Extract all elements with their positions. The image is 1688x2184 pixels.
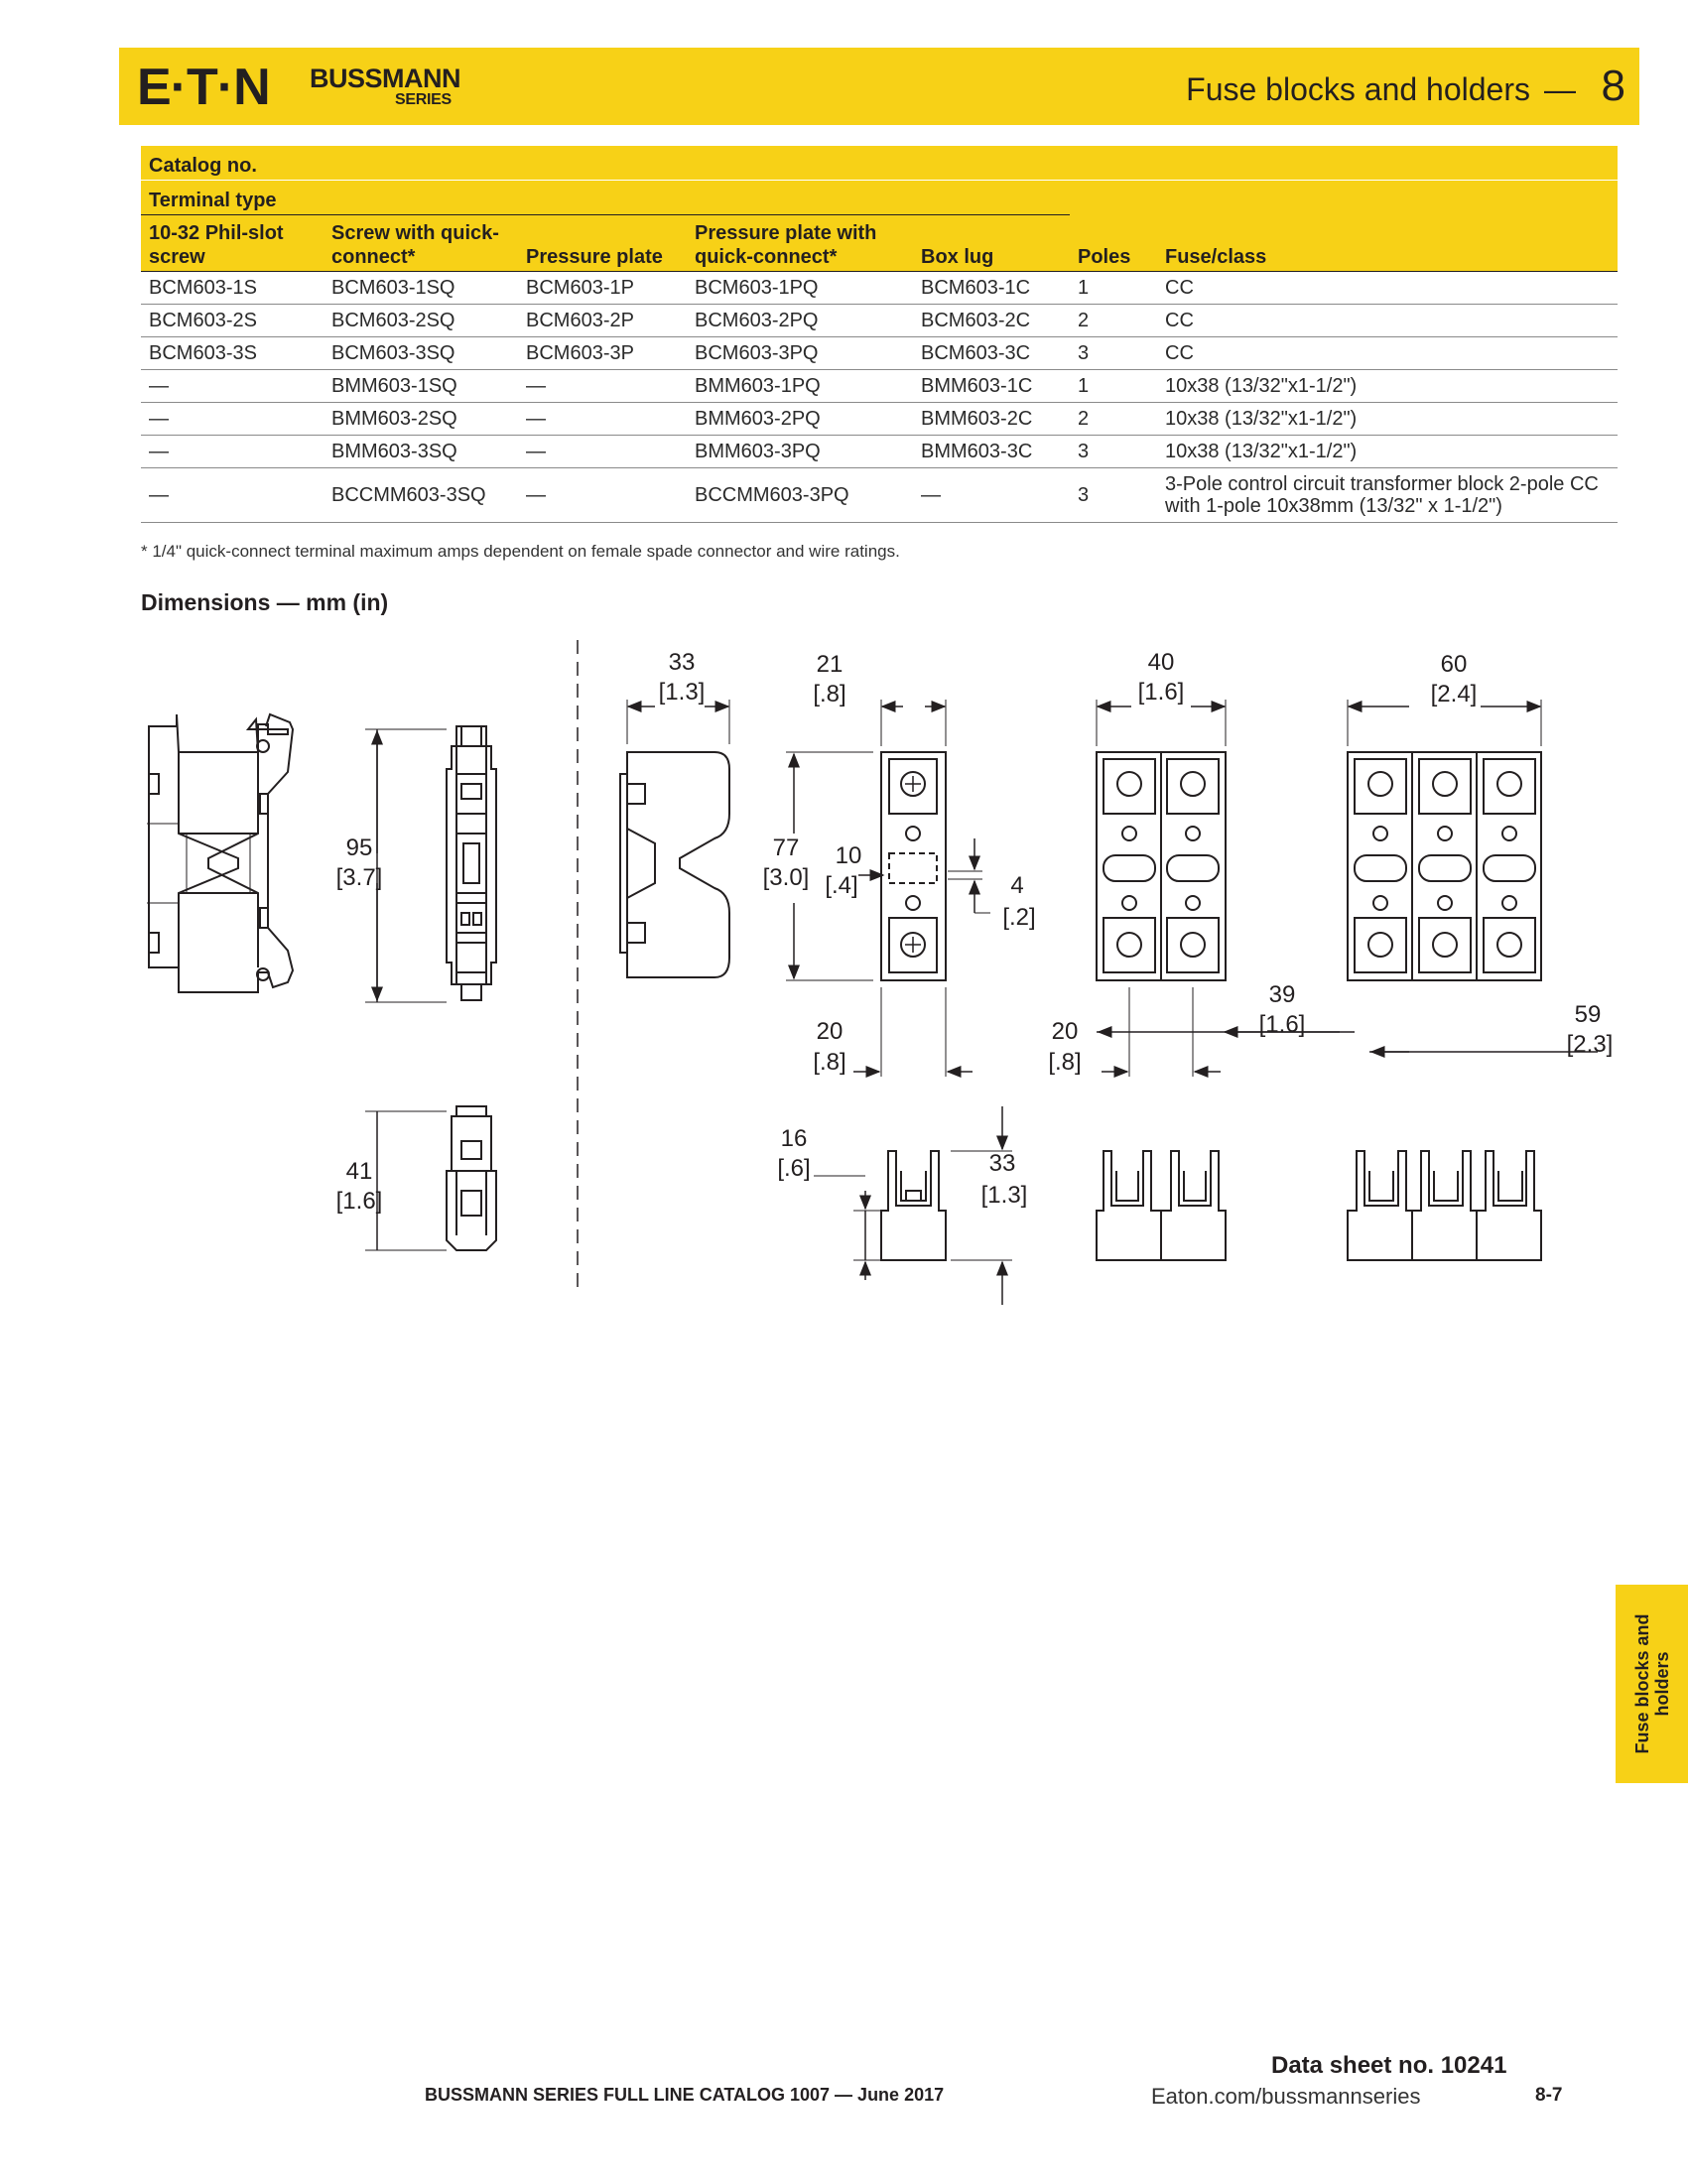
column-header: 10-32 Phil-slot screw [141, 215, 324, 272]
page-number: 8-7 [1535, 2085, 1563, 2106]
column-header: Box lug [913, 215, 1070, 272]
table-cell: — [518, 468, 687, 523]
eaton-logo: E·T·N [137, 59, 270, 116]
dim-body-height-mm: 77 [772, 835, 800, 861]
table-cell: 3 [1070, 337, 1157, 370]
section-title: Fuse blocks and holders [1186, 71, 1530, 107]
table-cell: 3 [1070, 436, 1157, 468]
table-row [141, 468, 1618, 523]
dim-end-height-in: [1.6] [335, 1188, 383, 1215]
dim-hole-in: [.2] [1002, 904, 1036, 931]
table-cell: BMM603-1PQ [687, 370, 913, 403]
table-cell: BMM603-1SQ [324, 370, 518, 403]
dim-triple-mount-mm: 59 [1574, 1001, 1602, 1028]
dim-profile-width-mm: 33 [668, 649, 696, 676]
table-cell: 10x38 (13/32"x1-1/2") [1157, 370, 1618, 403]
table-cell: BCM603-2SQ [324, 305, 518, 337]
dim-pitch1-in: [.8] [813, 1049, 846, 1076]
table-row [141, 337, 1618, 370]
table-cell: BCM603-2PQ [687, 305, 913, 337]
double-pole-top-view [1097, 752, 1226, 980]
dim-body-height-in: [3.0] [762, 864, 810, 891]
table-cell: — [913, 468, 1070, 523]
website-link[interactable]: Eaton.com/bussmannseries [1151, 2084, 1421, 2109]
column-header: Fuse/class [1157, 215, 1618, 272]
dim-double-width-in: [1.6] [1137, 679, 1185, 706]
dim-pitch1-mm: 20 [816, 1018, 844, 1045]
table-cell: BCM603-1SQ [324, 272, 518, 305]
table-cell: BMM603-2SQ [324, 403, 518, 436]
dim-side-height-mm: 95 [345, 835, 373, 861]
table-cell: BCM603-2C [913, 305, 1070, 337]
triple-pole-top-view [1348, 752, 1541, 980]
table-cell: 2 [1070, 305, 1157, 337]
section-separator: — [1544, 71, 1576, 107]
dimension-drawings [119, 635, 1627, 1310]
side-view-narrow [447, 726, 496, 1000]
table-cell: BMM603-3SQ [324, 436, 518, 468]
end-view [447, 1106, 496, 1250]
dim-screw-dia-mm: 10 [835, 842, 862, 869]
table-cell: — [518, 370, 687, 403]
table-cell: BCM603-1S [141, 272, 324, 305]
dim-pitch2-mm: 20 [1051, 1018, 1079, 1045]
dim-clip-height-in: [.6] [777, 1155, 811, 1182]
table-cell: 10x38 (13/32"x1-1/2") [1157, 436, 1618, 468]
section-side-tab[interactable] [1616, 1585, 1688, 1783]
dim-double-mount-in: [1.6] [1258, 1011, 1306, 1038]
dim-double-width-mm: 40 [1147, 649, 1175, 676]
dim-triple-width-in: [2.4] [1430, 681, 1478, 707]
section-number: 8 [1601, 62, 1625, 110]
dim-triple-width-mm: 60 [1440, 651, 1468, 678]
single-pole-front-view [881, 1151, 946, 1260]
dim-clip-height-mm: 16 [780, 1125, 808, 1152]
table-cell: — [518, 403, 687, 436]
dim-front-height-mm: 33 [988, 1150, 1016, 1177]
table-cell: BCM603-1P [518, 272, 687, 305]
profile-view [620, 752, 729, 977]
side-tab-label: Fuse blocks and holders [1631, 1613, 1672, 1754]
table-cell: BMM603-3C [913, 436, 1070, 468]
dim-triple-mount-in: [2.3] [1566, 1031, 1614, 1058]
table-cell: BCM603-1PQ [687, 272, 913, 305]
data-sheet-number: Data sheet no. 10241 [1271, 2052, 1507, 2079]
dim-profile-width-in: [1.3] [658, 679, 706, 706]
dim-end-height-mm: 41 [345, 1158, 373, 1185]
dim-pitch2-in: [.8] [1048, 1049, 1082, 1076]
table-row [141, 370, 1618, 403]
catalog-no-header: Catalog no. [141, 146, 1618, 181]
table-cell: BMM603-3PQ [687, 436, 913, 468]
catalog-table [141, 146, 1618, 523]
table-cell: BMM603-2PQ [687, 403, 913, 436]
table-cell: 3-Pole control circuit transformer block 2-pole CC with 1-pole 10x38mm (13/32" x 1-1/2") [1157, 468, 1618, 523]
dim-front-height-in: [1.3] [980, 1182, 1028, 1209]
table-cell: BCM603-1C [913, 272, 1070, 305]
dim-side-height-in: [3.7] [335, 864, 383, 891]
table-cell: 1 [1070, 272, 1157, 305]
terminal-type-header: Terminal type [141, 181, 1070, 215]
table-cell: BCCMM603-3SQ [324, 468, 518, 523]
column-header: Pressure plate [518, 215, 687, 272]
side-view-profile [147, 714, 293, 992]
table-cell: 2 [1070, 403, 1157, 436]
table-cell: BCM603-3SQ [324, 337, 518, 370]
dim-single-width-mm: 21 [816, 651, 844, 678]
double-pole-front-view [1097, 1151, 1226, 1260]
table-cell: — [141, 436, 324, 468]
table-cell: BCM603-3C [913, 337, 1070, 370]
table-row [141, 403, 1618, 436]
page-header [119, 48, 1639, 125]
table-cell: 3 [1070, 468, 1157, 523]
table-cell: BCM603-2P [518, 305, 687, 337]
table-cell: BCM603-3PQ [687, 337, 913, 370]
table-cell: — [141, 403, 324, 436]
table-cell: BCM603-3P [518, 337, 687, 370]
table-cell: BCM603-3S [141, 337, 324, 370]
column-header: Pressure plate with quick-connect* [687, 215, 913, 272]
footnote: * 1/4" quick-connect terminal maximum amps dependent on female spade connector and wire ratings. [141, 542, 900, 561]
single-pole-top-view [881, 752, 946, 980]
bussmann-logo: BUSSMANN [310, 64, 461, 93]
table-row [141, 436, 1618, 468]
table-row [141, 272, 1618, 305]
dim-hole-mm: 4 [1010, 872, 1024, 899]
table-cell: CC [1157, 272, 1618, 305]
column-header: Screw with quick-connect* [324, 215, 518, 272]
table-cell: 1 [1070, 370, 1157, 403]
table-cell: — [518, 436, 687, 468]
dim-screw-dia-in: [.4] [825, 872, 858, 899]
table-cell: CC [1157, 305, 1618, 337]
table-cell: BMM603-2C [913, 403, 1070, 436]
dimensions-title: Dimensions — mm (in) [141, 589, 389, 615]
dim-single-width-in: [.8] [813, 681, 846, 707]
column-header: Poles [1070, 215, 1157, 272]
catalog-title: BUSSMANN SERIES FULL LINE CATALOG 1007 — June 2017 [425, 2085, 945, 2105]
table-cell: CC [1157, 337, 1618, 370]
dim-double-mount-mm: 39 [1268, 981, 1296, 1008]
triple-pole-front-view [1348, 1151, 1541, 1260]
table-cell: — [141, 370, 324, 403]
series-logo: SERIES [395, 91, 452, 108]
table-cell: BCCMM603-3PQ [687, 468, 913, 523]
table-cell: BMM603-1C [913, 370, 1070, 403]
table-row [141, 305, 1618, 337]
table-cell: 10x38 (13/32"x1-1/2") [1157, 403, 1618, 436]
table-cell: — [141, 468, 324, 523]
table-cell: BCM603-2S [141, 305, 324, 337]
